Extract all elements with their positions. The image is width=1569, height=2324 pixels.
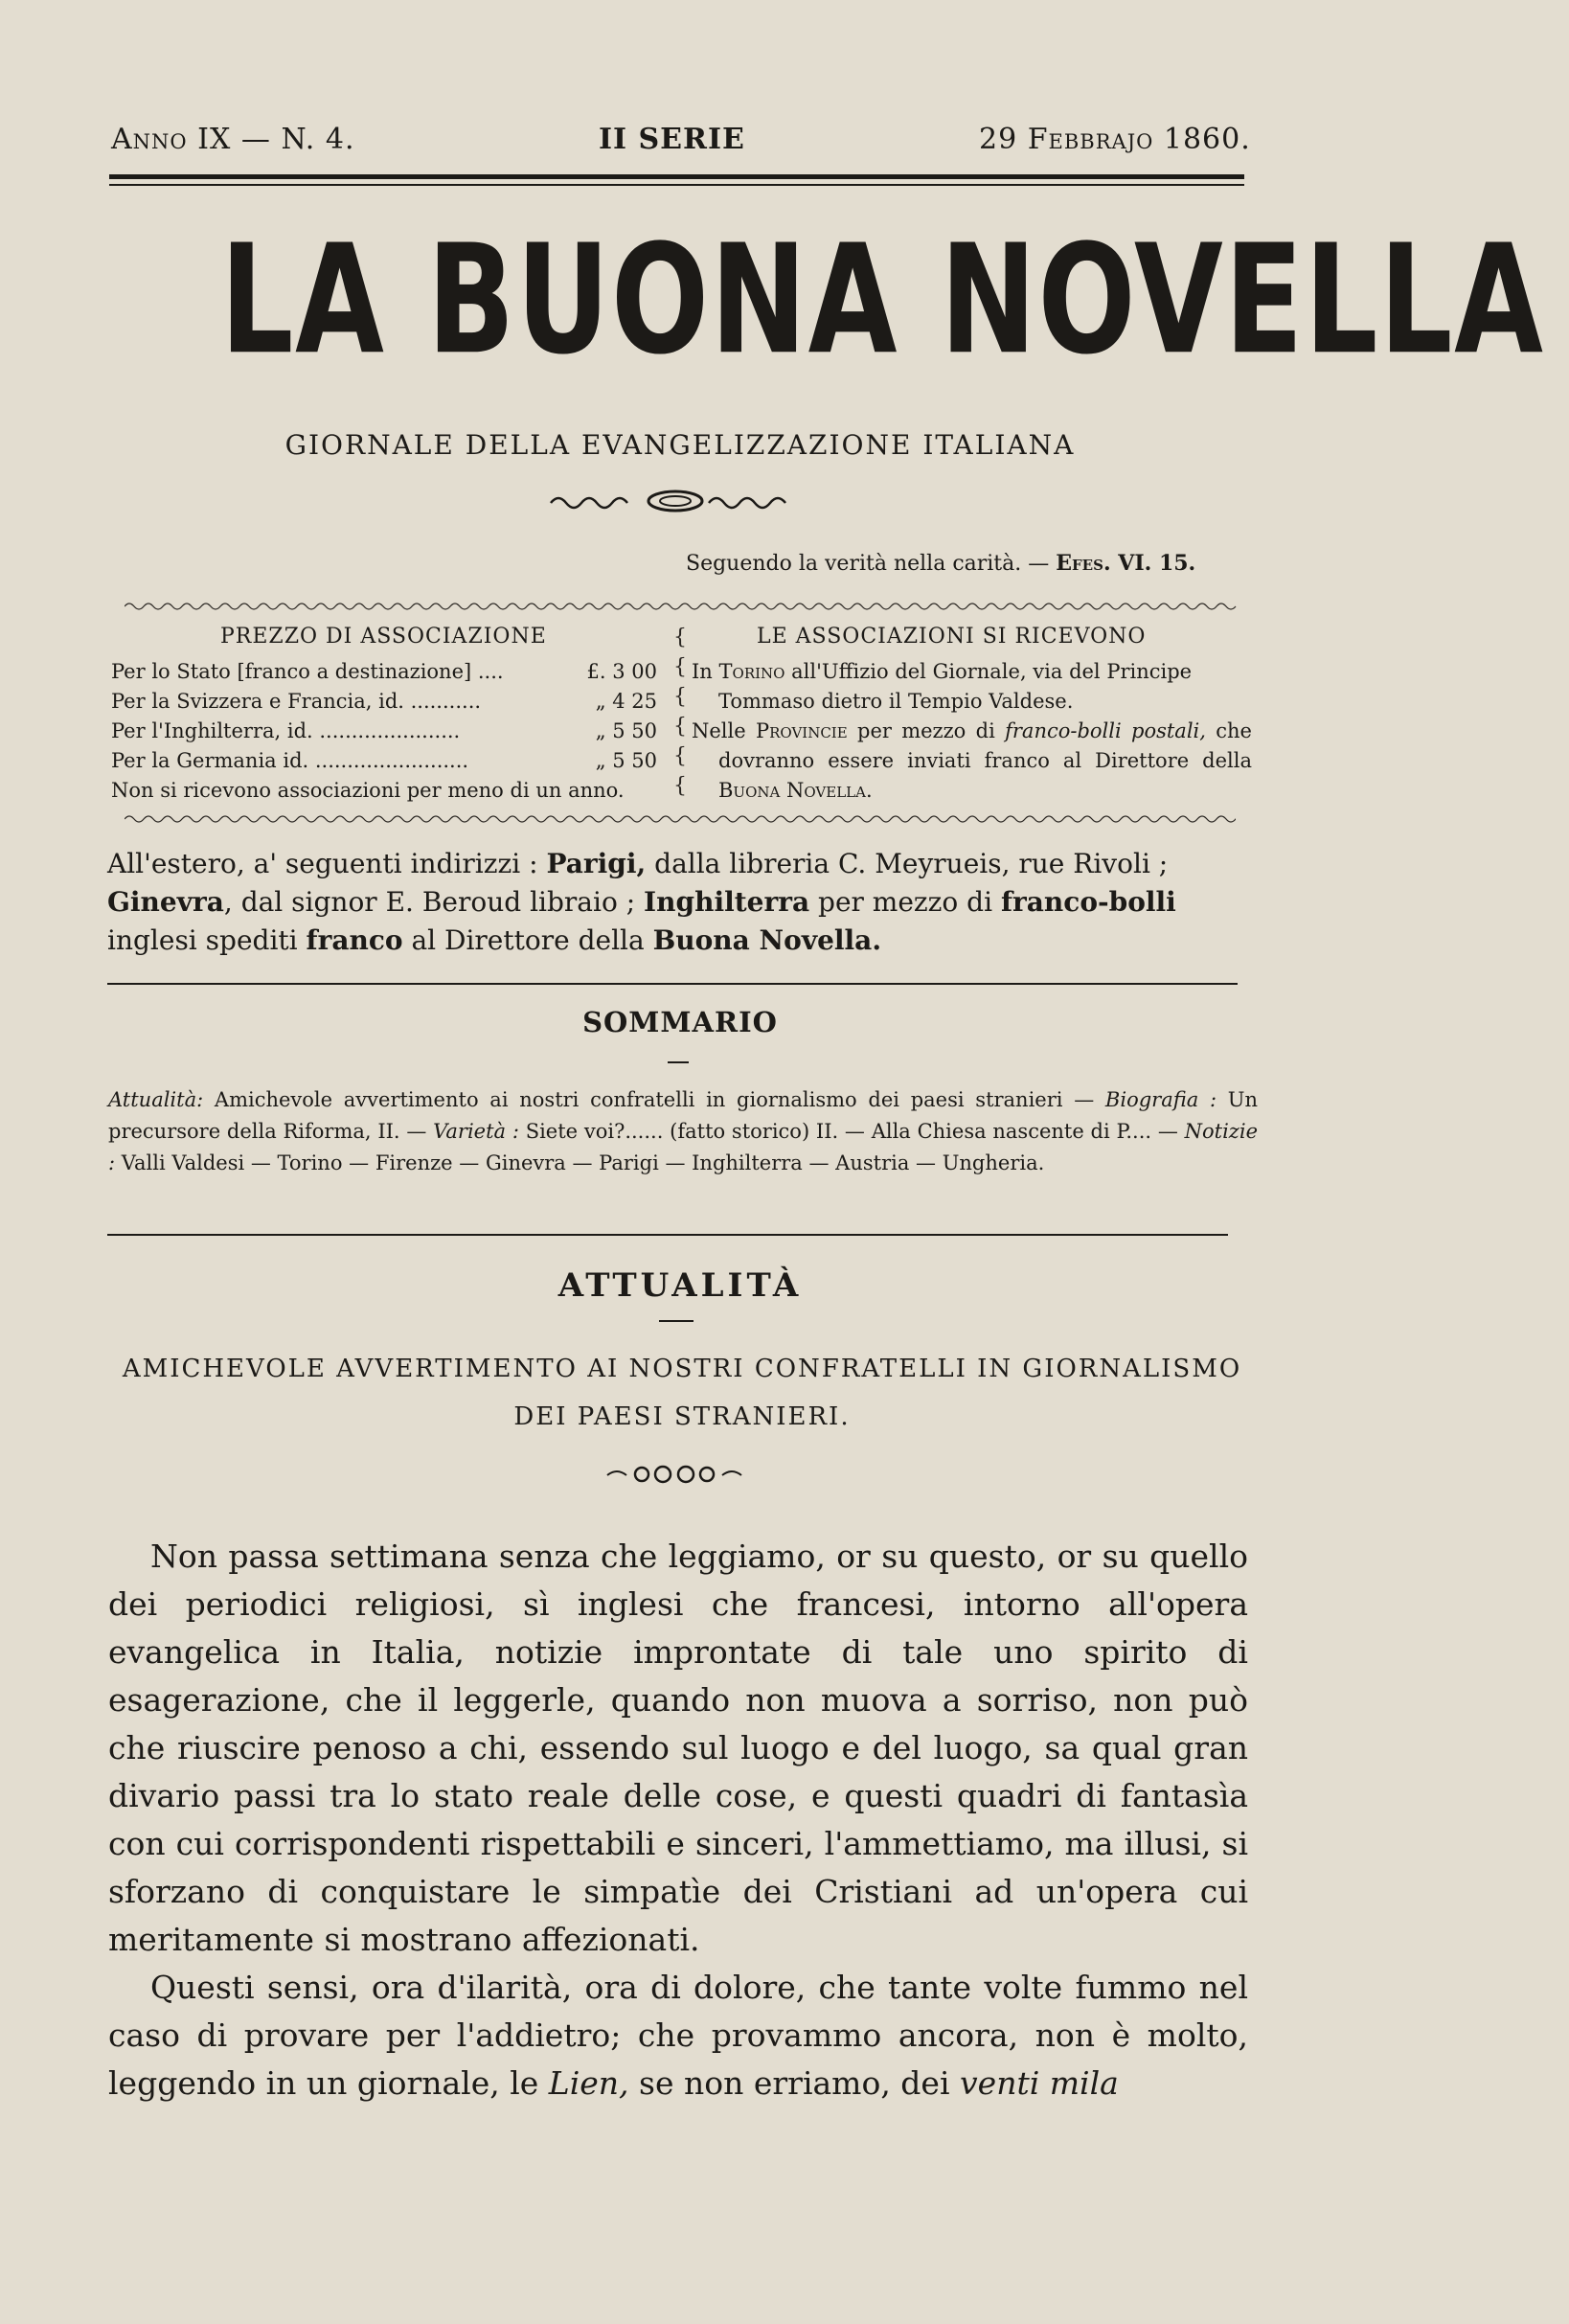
section-dash bbox=[659, 1320, 694, 1322]
masthead-subtitle: GIORNALE DELLA EVANGELIZZAZIONE ITALIANA bbox=[284, 429, 1076, 461]
summary-section: Biografia : bbox=[1104, 1088, 1217, 1111]
estero-journal: Buona Novella. bbox=[652, 924, 882, 956]
subscription-heading: PREZZO DI ASSOCIAZIONE bbox=[220, 625, 547, 649]
receiving-text: In bbox=[692, 660, 713, 683]
summary-end-rule bbox=[107, 1234, 1228, 1236]
estero-text: All'estero, a' seguenti indirizzi : bbox=[107, 848, 538, 879]
article-italic: venti mila bbox=[960, 2064, 1119, 2102]
receiving-text: per mezzo di bbox=[857, 719, 995, 742]
receiving-provinces: Provincie bbox=[755, 719, 848, 742]
article-paragraph: Non passa settimana senza che leggiamo, or su questo, or su quello dei periodici religiosi, sì inglesi che francesi, intorno all'opera evangelica in Italia, notizie improntate di tale uno spirito di esagerazione, che il leggerle, quando non muova a sorriso, non può che riuscire penoso a chi, essendo sul luogo e del luogo, sa qual gran divario passi tra lo stato reale delle cose, e questi quadri di fantasìa con cui corrispondenti rispettabili e sinceri, l'ammettiamo, ma illusi, si sforzano di conquistare le simpatìe dei Cristiani ad un'opera cui meritamente si mostrano affezionati. bbox=[108, 1538, 1248, 1958]
subscription-note: Non si ricevono associazioni per meno di un anno. bbox=[111, 779, 625, 802]
masthead-motto bbox=[686, 551, 1195, 576]
receiving-italic: franco-bolli postali, bbox=[1005, 719, 1206, 742]
receiving-city: Torino bbox=[718, 660, 785, 683]
summary-dash bbox=[668, 1061, 689, 1063]
summary-title: SOMMARIO bbox=[582, 1006, 778, 1038]
series-label: II SERIE bbox=[599, 123, 745, 156]
estero-city: Ginevra bbox=[107, 886, 224, 918]
summary-text: Un precursore della Riforma, II. — bbox=[108, 1088, 1258, 1143]
estero-text: inglesi spediti bbox=[107, 924, 298, 956]
foreign-subscriptions bbox=[107, 845, 1257, 960]
summary-text: Valli Valdesi — Torino — Firenze — Ginevra — Parigi — Inghilterra — Austria — Ungheria. bbox=[121, 1151, 1045, 1174]
article-text: Questi sensi, ora d'ilarità, ora di dolore, che tante volte fummo nel caso di provare per l'addietro; che provammo ancora, non è molto, leggendo in un giornale, le bbox=[108, 1969, 1248, 2102]
estero-text: dalla libreria C. Meyrueis, rue Rivoli ; bbox=[654, 848, 1169, 879]
estero-bold: franco bbox=[306, 924, 403, 956]
masthead-title: LA BUONA NOVELLA bbox=[220, 213, 1545, 389]
receiving-heading: LE ASSOCIAZIONI SI RICEVONO bbox=[757, 625, 1147, 649]
receiving-text: Nelle bbox=[692, 719, 746, 742]
estero-text: al Direttore della bbox=[411, 924, 645, 956]
estero-country: Inghilterra bbox=[644, 886, 810, 918]
article-paragraph bbox=[108, 1964, 1248, 2108]
issue-number: Anno IX — N. 4. bbox=[111, 123, 355, 156]
article-italic: Lien, bbox=[548, 2064, 629, 2102]
price-item: Per lo Stato [franco a destinazione] .... bbox=[111, 660, 504, 683]
price-row bbox=[111, 717, 657, 746]
summary-text: Amichevole avvertimento ai nostri confratelli in giornalismo dei paesi stranieri — bbox=[214, 1088, 1095, 1111]
article-title: AMICHEVOLE AVVERTIMENTO AI NOSTRI CONFRATELLI IN GIORNALISMO DEI PAESI STRANIERI. bbox=[122, 1355, 1242, 1431]
price-item: Per la Svizzera e Francia, id. ........... bbox=[111, 690, 482, 713]
summary-section: Varietà : bbox=[433, 1120, 519, 1143]
price-item: Per la Germania id. ........................ bbox=[111, 749, 469, 772]
receiving-provincie bbox=[692, 717, 1252, 806]
wavy-divider-bottom-icon bbox=[125, 812, 1236, 826]
summary-section: Notizie : bbox=[108, 1120, 1258, 1174]
price-value: „ 4 25 bbox=[595, 690, 657, 713]
price-row bbox=[111, 746, 657, 776]
receiving-journal: Buona Novella. bbox=[718, 779, 873, 802]
header-rule-thick bbox=[109, 174, 1244, 179]
wavy-divider-top-icon bbox=[125, 600, 1245, 613]
motto-text: Seguendo la verità nella carità. — bbox=[686, 552, 1050, 576]
price-row bbox=[111, 687, 657, 717]
price-value: £. 3 00 bbox=[586, 660, 657, 683]
ornament-flourish-icon bbox=[546, 484, 805, 518]
issue-date: 29 Febbrajo 1860. bbox=[979, 123, 1251, 156]
estero-text: , dal signor E. Beroud libraio ; bbox=[223, 886, 636, 918]
section-heading: ATTUALITÀ bbox=[557, 1266, 803, 1305]
motto-reference: Efes. VI. 15. bbox=[1056, 551, 1196, 576]
article-body bbox=[108, 1533, 1248, 2108]
price-value: „ 5 50 bbox=[595, 749, 657, 772]
article-text: se non erriamo, dei bbox=[639, 2064, 950, 2102]
receiving-torino bbox=[692, 657, 1252, 717]
price-row bbox=[111, 657, 657, 687]
summary-section: Attualità: bbox=[108, 1088, 204, 1111]
brace-divider: { { { { { { bbox=[673, 626, 687, 798]
estero-city: Parigi, bbox=[546, 848, 647, 879]
summary-body bbox=[108, 1084, 1258, 1179]
ornament-vignette-icon bbox=[603, 1462, 747, 1487]
estero-bold: franco-bolli bbox=[1000, 886, 1176, 918]
receiving-text: che dovranno essere inviati franco al Direttore della bbox=[718, 719, 1252, 772]
summary-text: Siete voi?...... (fatto storico) II. — Alla Chiesa nascente di P.... — bbox=[525, 1120, 1178, 1143]
estero-text: per mezzo di bbox=[818, 886, 993, 918]
receiving-text: all'Uffizio del Giornale, via del Principe Tommaso dietro il Tempio Valdese. bbox=[718, 660, 1193, 713]
price-item: Per l'Inghilterra, id. ...................... bbox=[111, 719, 461, 742]
receiving-info bbox=[692, 657, 1252, 806]
header-rule-thin bbox=[109, 184, 1244, 186]
price-value: „ 5 50 bbox=[595, 719, 657, 742]
section-rule bbox=[107, 983, 1238, 985]
